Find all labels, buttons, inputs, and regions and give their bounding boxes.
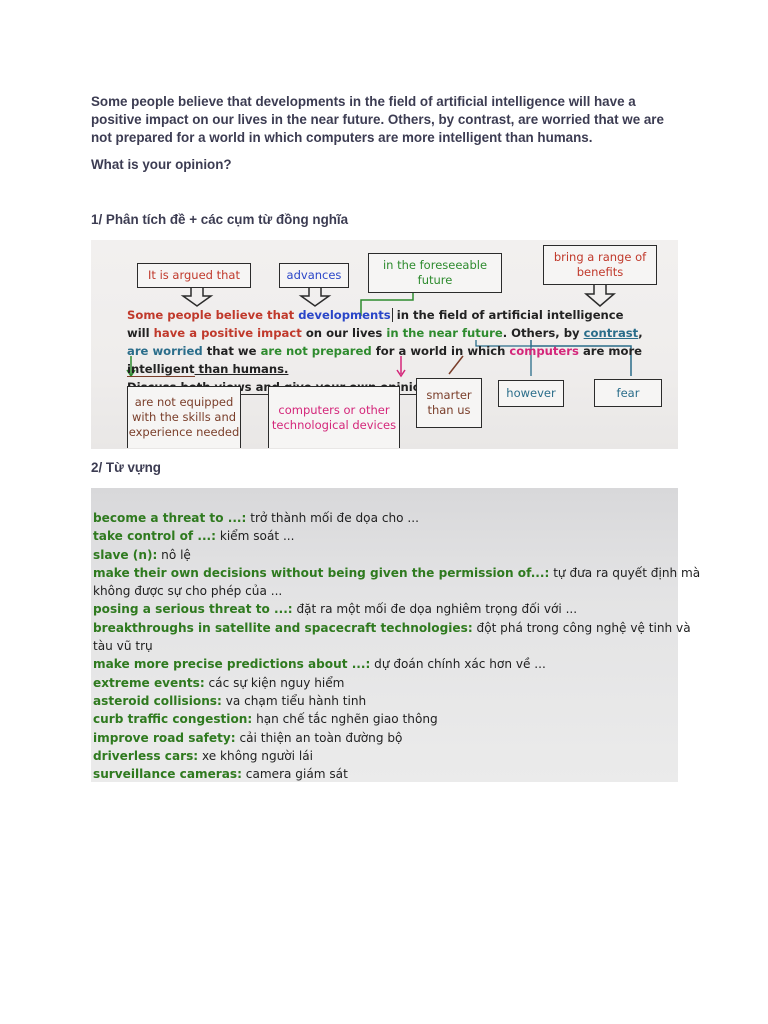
phrase-near-future: in the near future	[386, 326, 503, 340]
box-it-is-argued	[137, 263, 251, 288]
vocab-term: make their own decisions without being given the permission of...:	[93, 565, 550, 580]
vocab-meaning: kiểm soát ...	[215, 529, 295, 544]
vocab-term: slave (n):	[93, 547, 158, 562]
box-not-equipped-line3: experience needed	[128, 425, 240, 439]
vocab-meaning: dự đoán chính xác hơn về ...	[370, 657, 546, 672]
phrase-are-worried: are worried	[127, 344, 203, 358]
vocab-item	[93, 692, 673, 710]
vocab-term: extreme events:	[93, 675, 205, 690]
vocab-term: improve road safety:	[93, 730, 236, 745]
vocab-meaning: va chạm tiểu hành tinh	[221, 693, 367, 708]
vocab-item	[93, 600, 673, 618]
arrow-benefits	[586, 284, 614, 306]
arrow-it-is-argued	[183, 288, 211, 306]
annotated-passage	[127, 306, 647, 396]
phrase-some-people-believe: Some people believe that	[127, 308, 299, 322]
box-benefits-line1: bring a range of	[553, 250, 647, 264]
section-heading-analysis: 1/ Phân tích đề + các cụm từ đồng nghĩa	[91, 212, 349, 227]
box-however	[498, 380, 564, 407]
phrase-contrast: contrast	[583, 326, 639, 340]
phrase-positive-impact: have a positive impact	[153, 326, 302, 340]
box-not-equipped-line2: with the skills and	[131, 410, 237, 424]
box-computers-devices	[268, 386, 400, 448]
passage-text-15: are more	[578, 344, 643, 358]
passage-text-5: on our lives	[301, 326, 387, 340]
box-foreseeable-line2: future	[417, 273, 453, 287]
phrase-discuss-both-views: opinion.	[127, 380, 433, 395]
box-it-is-argued-label: It is argued that	[148, 268, 240, 282]
box-benefits-line2: benefits	[576, 265, 624, 279]
vocab-item	[93, 729, 673, 747]
vocab-meaning: xe không người lái	[198, 748, 314, 763]
vocab-item	[93, 546, 673, 564]
analysis-photo	[91, 240, 678, 449]
passage-text-11: that we	[202, 344, 261, 358]
vocab-term: become a threat to ...:	[93, 511, 247, 525]
box-foreseeable-future	[368, 253, 502, 293]
vocabulary-photo	[91, 488, 701, 782]
vocab-meaning: camera giám sát	[241, 767, 348, 782]
phrase-computers: computers	[509, 344, 579, 358]
passage-text-3: in the field of artificial intelligence will	[127, 308, 624, 340]
section-heading-vocabulary: 2/ Từ vựng	[91, 460, 161, 475]
box-fear-label: fear	[616, 385, 640, 400]
box-foreseeable-line1: in the foreseeable	[382, 258, 488, 272]
box-smarter-line2: than us	[427, 403, 471, 417]
vocab-item	[93, 527, 673, 545]
vocab-meaning: đột phá trong công nghệ vệ tinh và	[472, 620, 691, 635]
box-range-of-benefits	[543, 245, 657, 285]
vocab-term: posing a serious threat to ...:	[93, 602, 293, 617]
phrase-intelligent: intelligent	[127, 362, 195, 376]
arrow-advances	[301, 288, 329, 306]
essay-prompt: Some people believe that developments in the field of artificial intelligence will have a positive impact on our lives in the near future. Others, by contrast, are worried that we are not prepared for a world in which computers are more intelligent than humans.	[91, 94, 664, 145]
vocab-item	[93, 747, 673, 765]
box-computers-line2: technological devices	[271, 417, 397, 432]
vocab-item	[93, 765, 673, 783]
vocab-meaning: hạn chế tắc nghẽn giao thông	[252, 712, 438, 727]
vocab-item	[93, 637, 673, 655]
box-not-equipped-line1: are not equipped	[134, 395, 234, 409]
box-advances-label: advances	[286, 268, 342, 282]
passage-text-7: . Others, by	[502, 326, 584, 340]
vocab-term: asteroid collisions:	[93, 693, 222, 708]
essay-question: What is your opinion?	[91, 157, 232, 172]
vocab-term: make more precise predictions about ...:	[93, 657, 371, 672]
box-smarter-than-us	[416, 378, 482, 428]
vocab-meaning: tàu vũ trụ	[93, 639, 153, 654]
vocab-meaning: không được sự cho phép của ...	[93, 584, 283, 599]
vocab-item	[93, 710, 673, 728]
vocab-meaning: đặt ra một mối đe dọa nghiêm trọng đối với ...	[292, 602, 578, 617]
box-however-label: however	[506, 386, 556, 400]
vocab-meaning: cải thiện an toàn đường bộ	[235, 730, 403, 745]
box-fear	[594, 379, 662, 407]
passage-text-13: for a world in which	[371, 344, 510, 358]
vocab-term: curb traffic congestion:	[93, 712, 253, 727]
vocab-item	[93, 674, 673, 692]
vocab-term: breakthroughs in satellite and spacecraft technologies:	[93, 620, 473, 635]
vocab-meaning: các sự kiện nguy hiểm	[204, 675, 345, 690]
vocab-item	[93, 564, 701, 582]
box-advances	[279, 263, 349, 288]
vocab-meaning: tự đưa ra quyết định mà	[549, 565, 701, 580]
vocab-term: driverless cars:	[93, 748, 199, 763]
phrase-not-prepared: are not prepared	[260, 344, 372, 358]
vocab-item	[93, 655, 673, 673]
vocab-meaning: trở thành mối đe dọa cho ...	[246, 511, 419, 525]
phrase-developments: developments	[298, 308, 391, 322]
vocab-item	[93, 509, 673, 527]
vocab-item	[93, 582, 673, 600]
vocabulary-list	[93, 509, 701, 783]
passage-text-17: than humans.	[194, 362, 289, 376]
box-smarter-line1: smarter	[426, 388, 472, 402]
vocab-term: surveillance cameras:	[93, 767, 242, 782]
vocab-term: take control of ...:	[93, 529, 216, 544]
box-not-equipped	[127, 386, 241, 448]
vocab-meaning: nô lệ	[157, 547, 191, 562]
box-computers-line1: computers or other	[278, 402, 390, 417]
passage-text-9: ,	[638, 326, 643, 340]
vocab-item	[93, 619, 691, 637]
